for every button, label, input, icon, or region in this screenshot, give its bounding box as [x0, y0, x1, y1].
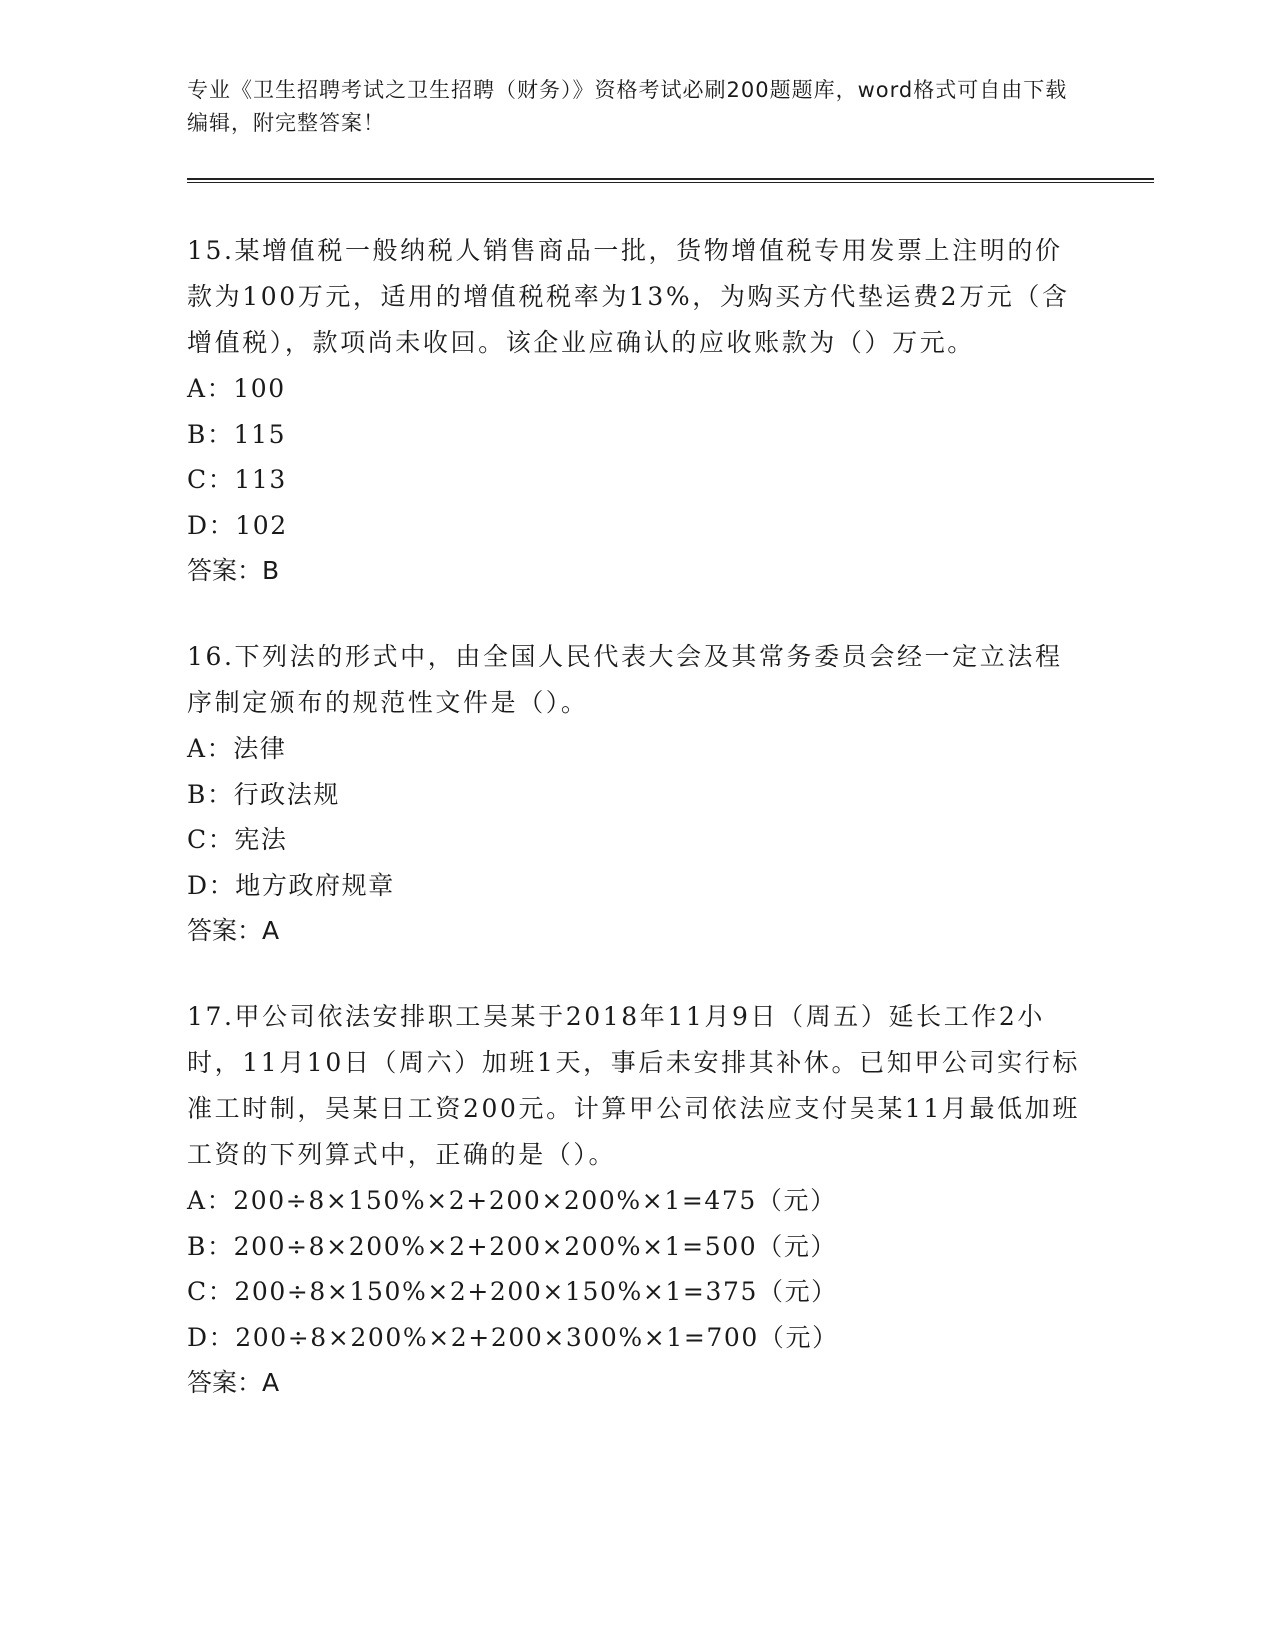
- question-stem: 17.甲公司依法安排职工吴某于2018年11月9日（周五）延长工作2小时，11月10日（周六）加班1天，事后未安排其补休。已知甲公司实行标准工时制，吴某日工资200元。计算甲公司依法应支付吴某11月最低加班工资的下列算式中，正确的是（）。: [187, 1002, 1080, 1169]
- option-b: B：115: [187, 419, 287, 449]
- answer-label: 答案：A: [187, 916, 280, 945]
- option-d: D：102: [187, 510, 288, 540]
- question-stem: 15.某增值税一般纳税人销售商品一批，货物增值税专用发票上注明的价款为100万元，适用的增值税税率为13%，为购买方代垫运费2万元（含增值税），款项尚未收回。该企业应确认的应收账款为（）万元。: [187, 236, 1070, 357]
- answer-label: 答案：A: [187, 1368, 280, 1397]
- option-a: A：200÷8×150%×2+200×200%×1=475（元）: [187, 1186, 837, 1215]
- question-16: [187, 634, 1087, 954]
- option-a: A：100: [187, 374, 286, 403]
- document-header: [187, 74, 1087, 140]
- question-list: [187, 228, 1087, 1446]
- option-a: A：法律: [187, 734, 287, 763]
- question-15: [187, 228, 1087, 594]
- question-stem: 16.下列法的形式中，由全国人民代表大会及其常务委员会经一定立法程序制定颁布的规范性文件是（）。: [187, 642, 1063, 717]
- option-b: B：200÷8×200%×2+200×200%×1=500（元）: [187, 1231, 838, 1261]
- answer-label: 答案：B: [187, 556, 280, 585]
- option-c: C：113: [187, 465, 287, 494]
- option-c: C：宪法: [187, 825, 288, 854]
- option-d: D：200÷8×200%×2+200×300%×1=700（元）: [187, 1322, 839, 1352]
- option-c: C：200÷8×150%×2+200×150%×1=375（元）: [187, 1277, 838, 1306]
- header-divider: [187, 178, 1154, 183]
- question-17: [187, 994, 1087, 1406]
- option-b: B：行政法规: [187, 779, 340, 809]
- header-title: 专业《卫生招聘考试之卫生招聘（财务）》资格考试必刷200题题库，word格式可自由下载编辑，附完整答案！: [187, 78, 1068, 135]
- option-d: D：地方政府规章: [187, 870, 395, 900]
